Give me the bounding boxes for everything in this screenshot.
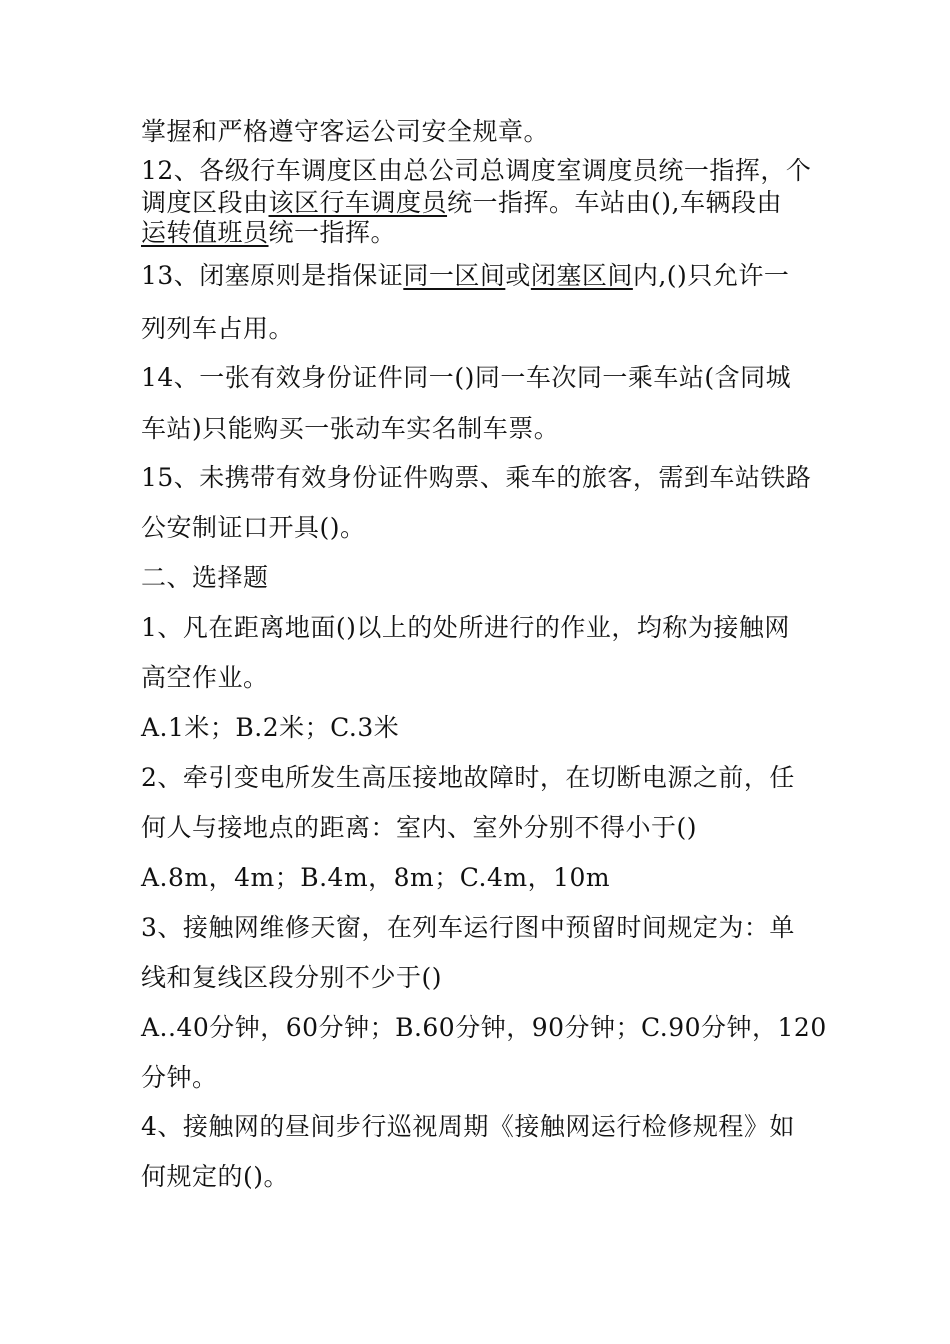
text-span: 4、接触网的昼间步行巡视周期《接触网运行检修规程》如 — [141, 1112, 795, 1141]
text-span: 线和复线区段分别不少于() — [141, 963, 443, 992]
text-span: 公安制证口开具()。 — [141, 513, 366, 542]
choice-3-line-2 — [141, 962, 821, 994]
text-span: 调度区段由 — [141, 188, 269, 217]
question-14-line-1 — [141, 362, 821, 394]
text-span: A..40分钟，60分钟；B.60分钟，90分钟；C.90分钟，120 — [141, 1013, 827, 1042]
underlined-answer: 该区行车调度员 — [268, 188, 448, 217]
question-12-line-3 — [141, 217, 821, 249]
text-span: A.1米；B.2米；C.3米 — [141, 713, 400, 742]
text-span: 何规定的()。 — [141, 1162, 290, 1191]
underlined-answer: 运转值班员 — [141, 218, 269, 247]
question-13-line-2 — [141, 313, 821, 345]
choice-4-line-2 — [141, 1161, 821, 1193]
underlined-answer: 闭塞区间 — [530, 261, 633, 290]
underlined-answer: 同一区间 — [403, 261, 506, 290]
choice-3-options-line-1 — [141, 1012, 827, 1044]
question-15-line-1 — [141, 462, 821, 494]
text-span: 14、一张有效身份证件同一()同一车次同一乘车站(含同城 — [141, 363, 792, 392]
choice-3-options-line-2 — [141, 1062, 821, 1094]
text-span: 车站)只能购买一张动车实名制车票。 — [141, 414, 560, 443]
question-12-line-1 — [141, 155, 821, 187]
text-span: 1、凡在距离地面()以上的处所进行的作业，均称为接触网 — [141, 613, 790, 642]
choice-2-line-2 — [141, 812, 821, 844]
text-span: 13、闭塞原则是指保证 — [141, 261, 404, 290]
text-span: 3、接触网维修天窗，在列车运行图中预留时间规定为：单 — [141, 913, 795, 942]
text-span: 内,()只允许一 — [632, 261, 790, 290]
text-span: A.8m，4m；B.4m，8m；C.4m，10m — [141, 863, 611, 892]
text-span: 高空作业。 — [141, 663, 269, 692]
text-span: 12、各级行车调度区由总公司总调度室调度员统一指挥，个 — [141, 156, 812, 185]
choice-2-line-1 — [141, 762, 821, 794]
text-span: 或 — [505, 261, 531, 290]
text-span: 2、牵引变电所发生高压接地故障时，在切断电源之前，任 — [141, 763, 795, 792]
choice-4-line-1 — [141, 1111, 821, 1143]
text-span: 分钟。 — [141, 1063, 218, 1092]
section-heading — [141, 562, 821, 594]
question-12-line-2 — [141, 187, 821, 219]
choice-2-options — [141, 862, 821, 894]
text-span: 统一指挥。 — [268, 218, 397, 247]
text-span: 何人与接地点的距离：室内、室外分别不得小于() — [141, 813, 698, 842]
question-13-line-1 — [141, 260, 821, 292]
question-14-line-2 — [141, 413, 821, 445]
choice-1-options — [141, 712, 821, 744]
text-span: 掌握和严格遵守客运公司安全规章。 — [141, 117, 550, 146]
choice-1-line-2 — [141, 662, 821, 694]
question-15-line-2 — [141, 512, 821, 544]
text-span: 统一指挥。车站由(),车辆段由 — [447, 188, 782, 217]
choice-1-line-1 — [141, 612, 821, 644]
choice-3-line-1 — [141, 912, 821, 944]
text-span: 15、未携带有效身份证件购票、乘车的旅客，需到车站铁路 — [141, 463, 812, 492]
text-span: 列列车占用。 — [141, 314, 295, 343]
text-span: 二、选择题 — [141, 563, 269, 592]
text-line — [141, 116, 821, 148]
